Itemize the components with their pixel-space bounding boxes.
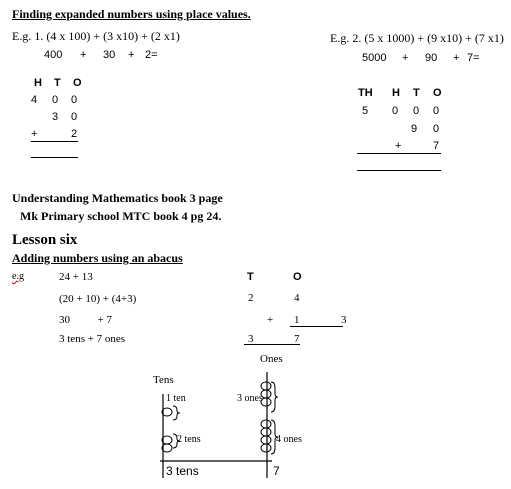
abacus-label-1-ten: 1 ten [166, 393, 186, 404]
abacus-bead [261, 436, 271, 444]
lesson-step: 24 + 13 [59, 271, 93, 283]
example1-digit: 2 [71, 128, 78, 140]
example2-plus-sign: + [395, 140, 402, 152]
lesson-step: 30 + 7 [59, 314, 112, 326]
example2-digit: 7 [433, 140, 440, 152]
example1-value: 30 [103, 49, 116, 61]
example2-digit: 9 [411, 123, 418, 135]
lesson-digit: 3 [248, 333, 254, 345]
example2-digit: 0 [413, 105, 420, 117]
abacus-tens-title: Tens [153, 374, 174, 386]
lesson-title: Lesson six [12, 232, 78, 248]
example2-label: E.g. 2. (5 x 1000) + (9 x10) + (7 x1) [330, 31, 504, 45]
lesson-step: (20 + 10) + (4+3) [59, 293, 137, 305]
abacus-bead [261, 420, 271, 428]
abacus-bead [261, 444, 271, 452]
example2-plus: + [402, 52, 409, 64]
reference-line: Mk Primary school MTC book 4 pg 24. [20, 209, 222, 223]
example2-plus: + [453, 52, 460, 64]
lesson-digit: 7 [294, 333, 300, 345]
lesson-header-t: T [247, 271, 254, 283]
lesson-step: 3 tens + 7 ones [59, 333, 126, 345]
abacus-bead [261, 428, 271, 436]
eg-label: e.g [12, 271, 24, 282]
abacus-brace [173, 406, 180, 420]
example2-header-t: T [413, 87, 420, 99]
lesson-digit: 4 [294, 292, 300, 304]
abacus-ones-title: Ones [260, 353, 283, 365]
example2-digit: 5 [362, 105, 369, 117]
page-heading: Finding expanded numbers using place values. [12, 7, 251, 21]
example2-header-h: H [392, 87, 400, 99]
abacus-label-3-ones: 3 ones [237, 393, 263, 404]
abacus-label-2-tens: 2 tens [177, 434, 201, 445]
reference-line: Understanding Mathematics book 3 page [12, 191, 223, 205]
lesson-plus-sign: + [267, 314, 274, 326]
example1-digit: 0 [71, 94, 78, 106]
example1-label: E.g. 1. (4 x 100) + (3 x10) + (2 x1) [12, 29, 180, 43]
example1-digit: 3 [52, 111, 59, 123]
lesson-subtitle: Adding numbers using an abacus [12, 251, 183, 265]
example1-header-o: O [73, 77, 82, 89]
abacus-label-4-ones: 4 ones [276, 434, 302, 445]
example2-digit: 0 [433, 123, 440, 135]
example1-digit: 0 [52, 94, 59, 106]
lesson-header-o: O [293, 271, 302, 283]
lesson-digit: 1 [294, 314, 300, 326]
example2-value: 5000 [362, 52, 387, 64]
example1-plus: + [80, 49, 87, 61]
example2-header-th: TH [358, 87, 373, 99]
example1-plus: + [128, 49, 135, 61]
example2-digit: 0 [433, 105, 440, 117]
example1-header-h: H [34, 77, 42, 89]
example2-value: 90 [425, 52, 438, 64]
example1-digit: 0 [71, 111, 78, 123]
example1-plus-sign: + [31, 128, 38, 140]
abacus-bottom-tens: 3 tens [166, 464, 199, 478]
lesson-digit: 3 [341, 314, 347, 326]
example2-digit: 0 [392, 105, 399, 117]
example1-digit: 4 [31, 94, 38, 106]
example2-header-o: O [433, 87, 442, 99]
example1-value: 2= [145, 49, 158, 61]
abacus-bottom-ones: 7 [273, 464, 280, 478]
example1-value: 400 [44, 49, 63, 61]
abacus-brace [271, 382, 278, 412]
abacus-bead [261, 382, 271, 390]
example2-value: 7= [467, 52, 480, 64]
lesson-digit: 2 [248, 292, 254, 304]
example1-header-t: T [54, 77, 61, 89]
